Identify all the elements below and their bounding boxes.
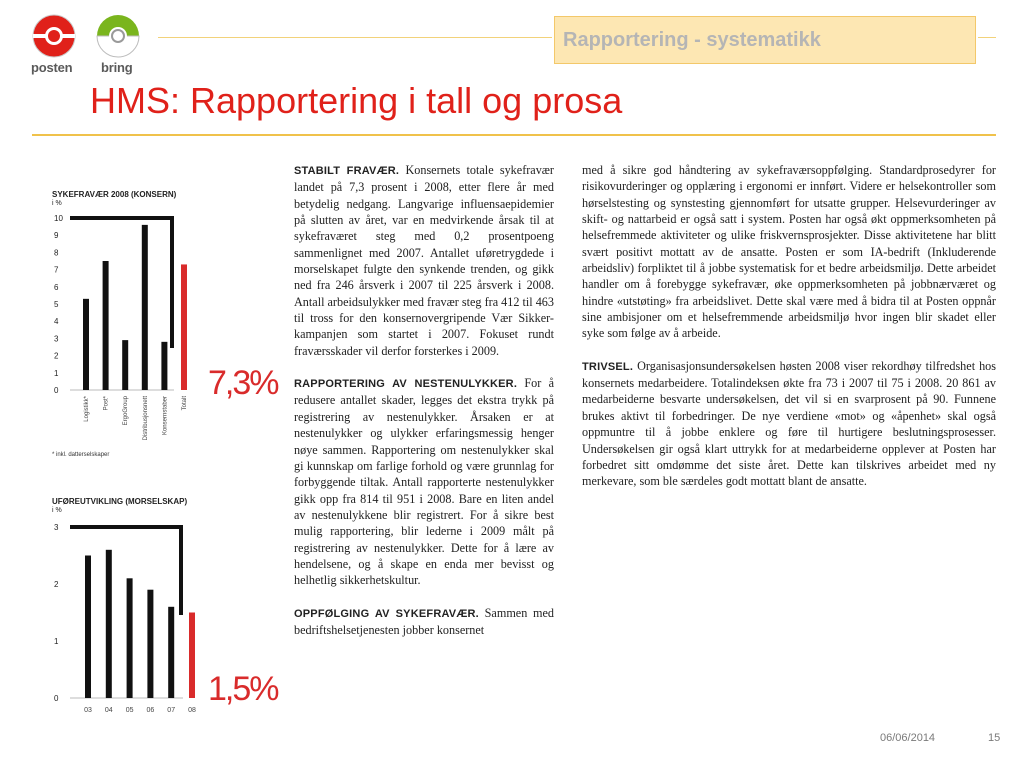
x-tick-label: 07 <box>167 707 176 714</box>
y-tick-label: 4 <box>54 317 59 327</box>
x-tick-label: ErgoGroup <box>123 396 130 426</box>
header-rule-right <box>978 37 996 38</box>
x-tick-label: 08 <box>188 707 196 714</box>
y-tick-label: 9 <box>54 231 59 241</box>
paragraph-trivsel <box>582 358 996 490</box>
section-banner <box>554 16 976 64</box>
paragraph-text: Konsernets totale sykefravær landet på 7,3 prosent i 2008, etter flere år med betydelig nedgang. Langvarige influensaepidemier på slutten av året, var en medvirkende årsak til at sykefraværet steg med 0,2 prosentpoeng sammenlignet med 2007. Antallet uføretrygdede i morselskapet fulgte den synkende trenden, og gikk ned fra 246 årsverk i 2007 til 225 årsverk i 2008. Antall arbeidsulykker med fravær steg fra 412 til 463 til tross for den konsernovergripende Vær Sikker-kampanjen som startet i 2007. Fokuset rundt fraværsskader vil derfor forsterkes i 2009. <box>294 163 554 358</box>
chart1-plot <box>48 208 208 458</box>
x-tick-label: 03 <box>84 707 92 714</box>
paragraph-stabilt-fravaer <box>294 162 554 359</box>
article-column-1 <box>294 162 554 638</box>
paragraph-text: med å sikre god håndtering av sykefraværsoppfølging. Standardprosedyrer for risikovurderinger og opplæring i ergonomi er innført. Videre er helsekontroller som hørselstesting og synstesting gjennomført for utsatte grupper. Helsevurderinger av skift- og nattarbeid er også satt i system. Posten har også økt oppmerksomheten på helsefremmede aktiviteter og ulike friskvernsprosjekter. Disse aktivitetene har blitt svært positivt mottatt av de ansatte. Posten er som IA-bedrift (Inkluderende arbeidsliv) forpliktet til å jobbe systematisk for et bedre arbeidsmiljø. Dette arbeidet handler om å forebygge sykefravær, øke oppmerksomheten på jobbnærværet og hindre «utstøting» fra arbeidslivet. Dette skal være med å bidra til at Posten oppnår sine ambisjoner om et helsefremmende arbeidsmiljø hvor ingen blir skadet eller syke som følge av å arbeide. <box>582 163 996 341</box>
paragraph-text: For å redusere antallet skader, legges det ekstra trykk på registrering av nestenulykker. Årsaken er at nestenulykker og ulykker erfaringsmessig henger nøye sammen. Rapportering om nestenulykker skal gi kunnskap om farlige forhold og være grunnlag for forbyggende tiltak. Antall rapporterte nestenulykker gikk opp fra 814 til 951 i 2008. Bare en liten andel av nestenulykkene blir registrert. For å sikre best mulig rapportering, blir lederne i 2009 målt på registrering av nestenulykker. Dette for å lære av hendelsene, og å skape en enda mer bevisst og helhetlig sikkerhetskultur. <box>294 376 554 588</box>
bar <box>122 340 128 390</box>
paragraph-oppfolging <box>294 605 554 639</box>
bar <box>127 578 133 698</box>
chart2-title: UFØREUTVIKLING (MORSELSKAP) <box>52 497 188 506</box>
bar <box>142 225 148 390</box>
x-tick-label: Konsernstaber <box>162 396 169 436</box>
bar <box>181 264 187 390</box>
chart1-callout: 7,3% <box>208 364 278 402</box>
x-tick-label: 04 <box>104 707 113 714</box>
chart1-unit: i % <box>52 200 62 207</box>
chart1-footnote: * inkl. datterselskaper <box>52 452 110 458</box>
y-tick-label: 1 <box>54 637 59 646</box>
x-tick-label: Post* <box>103 396 110 411</box>
chart2-plot <box>48 515 208 720</box>
paragraph-heading: STABILT FRAVÆR. <box>294 165 400 177</box>
footer-date: 06/06/2014 <box>880 732 936 744</box>
bar <box>83 299 89 390</box>
bring-logo-label: bring <box>101 60 133 75</box>
bar <box>147 590 153 698</box>
bar <box>161 342 167 390</box>
header-rule-left <box>158 37 552 38</box>
paragraph-heading: TRIVSEL. <box>582 360 634 373</box>
y-tick-label: 3 <box>54 334 59 344</box>
paragraph-text: Organisasjonsundersøkelsen høsten 2008 viser rekordhøy tilfredshet hos konsernets medarbeidere. Totalindeksen økte fra 73 i 2007 til 75 i 2008. 20 861 av medarbeiderne besvarte undersøkelsen, det vil si en svarprosent på 90. Funnene brukes aktivt til forbedringer. De nye verdiene «mot» og «åpenhet» skal også oppmuntre til å jobbe enklere og føre til hurtigere beslutningsprosesser. Undersøkelsen gir også klart uttrykk for at medarbeiderne opplever at Posten har forbedret sitt omdømme det siste året. Dette kan tilskrives arbeidet med ny merkevare, som ble særdeles godt mottatt blant de ansatte. <box>582 358 997 489</box>
bring-logo-icon <box>96 14 140 58</box>
chart2-unit: i % <box>52 507 62 514</box>
slide-title: HMS: Rapportering i tall og prosa <box>90 80 623 121</box>
bar <box>103 261 109 390</box>
y-tick-label: 0 <box>54 386 59 395</box>
paragraph-continuation <box>582 162 996 342</box>
chart2-callout: 1,5% <box>208 670 278 708</box>
posten-logo-label: posten <box>31 60 73 75</box>
y-tick-label: 6 <box>54 282 59 292</box>
section-banner-label: Rapportering - systematikk <box>563 29 821 51</box>
y-tick-label: 2 <box>54 580 59 589</box>
paragraph-nestenulykker <box>294 375 554 588</box>
x-tick-label: 06 <box>146 707 155 714</box>
x-tick-label: 05 <box>125 707 134 714</box>
y-tick-label: 2 <box>54 351 59 361</box>
paragraph-text: Sammen med bedriftshelsetjenesten jobber konsernet <box>294 605 555 637</box>
bar <box>85 556 91 699</box>
y-tick-label: 10 <box>54 214 63 223</box>
bar <box>106 550 112 698</box>
posten-logo-icon <box>32 14 76 58</box>
y-tick-label: 1 <box>54 368 59 378</box>
x-tick-label: Logistikk* <box>84 396 90 422</box>
bar <box>189 613 195 699</box>
x-tick-label: Distribusjonsnett <box>142 396 149 441</box>
y-tick-label: 5 <box>54 300 59 309</box>
y-tick-label: 3 <box>54 523 59 532</box>
y-tick-label: 8 <box>54 248 59 258</box>
paragraph-heading: OPPFØLGING AV SYKEFRAVÆR. <box>294 607 479 620</box>
chart1-title: SYKEFRAVÆR 2008 (KONSERN) <box>52 190 177 199</box>
footer-page-number: 15 <box>988 732 1001 744</box>
title-divider <box>32 134 996 136</box>
x-tick-label: Totalt <box>182 396 188 411</box>
bar <box>168 607 174 698</box>
y-tick-label: 7 <box>54 265 59 275</box>
article-column-2 <box>582 162 996 490</box>
y-tick-label: 0 <box>54 694 59 703</box>
paragraph-heading: RAPPORTERING AV NESTENULYKKER. <box>294 378 518 391</box>
